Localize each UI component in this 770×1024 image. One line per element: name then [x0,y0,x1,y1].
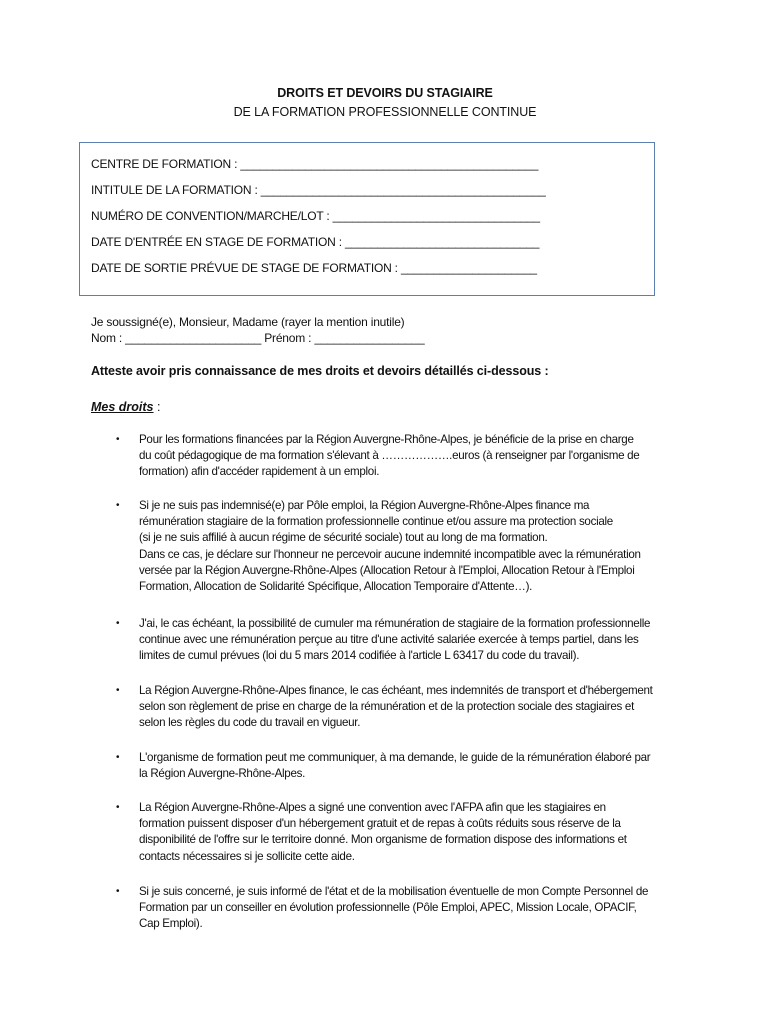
bullet: • [116,886,120,897]
paragraph-line: Pour les formations financées par la Région Auvergne-Rhône-Alpes, je bénéficie de la prise en charge [139,433,634,446]
name-field[interactable]: Nom : _____________________ Prénom : _________________ [91,331,425,345]
paragraph-line: selon son règlement de prise en charge de la rémunération et de la protection sociale des stagiaires et [139,700,634,714]
intitule-formation-field[interactable]: INTITULE DE LA FORMATION : ____________________________________________ [91,183,546,197]
paragraph-line: La Région Auvergne-Rhône-Alpes finance, le cas échéant, mes indemnités de transport et d'hébergement [139,684,653,697]
paragraph-line: Formation, Allocation de Solidarité Spécifique, Allocation Temporaire d'Attente…). [139,580,533,594]
section-label: Mes droits [91,400,154,414]
date-entree-field[interactable]: DATE D'ENTRÉE EN STAGE DE FORMATION : ______________________________ [91,235,540,249]
paragraph-line: disponibilité de l'offre sur le territoire donné. Mon organisme de formation dispose des informations et [139,833,627,847]
paragraph-line: formation puissent disposer d'un hébergement gratuit et de repas à coûts réduits sous réserve de la [139,817,621,831]
paragraph-afpa [139,800,679,865]
bullet: • [116,802,120,813]
centre-formation-field[interactable]: CENTRE DE FORMATION : ______________________________________________ [91,157,539,171]
paragraph-line: Cap Emploi). [139,917,203,931]
document-title: DROITS ET DEVOIRS DU STAGIAIRE [277,86,493,100]
attestation-heading: Atteste avoir pris connaissance de mes droits et devoirs détaillés ci-dessous : [91,364,549,378]
paragraph-line: La Région Auvergne-Rhône-Alpes a signé une convention avec l'AFPA afin que les stagiaires en [139,801,606,814]
paragraph-line: continue avec une rémunération perçue au titre d'une activité salariée exercée à temps partiel, dans les [139,633,639,647]
paragraph-line: rémunération stagiaire de la formation professionnelle continue et/ou assure ma protection sociale [139,515,613,529]
paragraph-line: la Région Auvergne-Rhône-Alpes. [139,767,306,781]
paragraph-line: selon les règles du code du travail en vigueur. [139,716,361,730]
paragraph-line: Dans ce cas, je déclare sur l'honneur ne percevoir aucune indemnité incompatible avec la rémunération [139,547,641,561]
section-heading [91,400,160,414]
bullet: • [116,434,120,445]
paragraph-indemnites [139,683,679,732]
training-info-box [79,142,655,296]
numero-convention-field[interactable]: NUMÉRO DE CONVENTION/MARCHE/LOT : ________________________________ [91,209,540,223]
paragraph-prise-en-charge [139,432,679,481]
paragraph-guide [139,750,679,782]
paragraph-remuneration [139,498,679,595]
bullet: • [116,685,120,696]
paragraph-line: Formation par un conseiller en évolution professionnelle (Pôle Emploi, APEC, Mission Locale, OPACIF, [139,901,637,915]
paragraph-cpf [139,884,679,933]
bullet: • [116,500,120,511]
identity-statement: Je soussigné(e), Monsieur, Madame (rayer la mention inutile) [91,315,405,329]
paragraph-line: limites de cumul prévues (loi du 5 mars 2014 codifiée à l'article L 63417 du code du travail). [139,649,580,663]
paragraph-line: L'organisme de formation peut me communiquer, à ma demande, le guide de la rémunération élaboré par [139,751,651,764]
bullet: • [116,618,120,629]
paragraph-line: versée par la Région Auvergne-Rhône-Alpes (Allocation Retour à l'Emploi, Allocation Retour à l'Emploi [139,563,635,577]
paragraph-line: Si je ne suis pas indemnisé(e) par Pôle emploi, la Région Auvergne-Rhône-Alpes finance ma [139,499,590,512]
date-sortie-field[interactable]: DATE DE SORTIE PRÉVUE DE STAGE DE FORMATION : _____________________ [91,261,537,275]
section-suffix: : [153,400,161,414]
paragraph-line: (si je ne suis affilié à aucun régime de sécurité sociale) tout au long de ma formation. [139,531,548,545]
document-subtitle: DE LA FORMATION PROFESSIONNELLE CONTINUE [233,105,537,119]
paragraph-line: contacts nécessaires si je sollicite cette aide. [139,849,355,863]
paragraph-line: Si je suis concerné, je suis informé de l'état et de la mobilisation éventuelle de mon Compte Personnel de [139,885,649,898]
paragraph-line: J'ai, le cas échéant, la possibilité de cumuler ma rémunération de stagiaire de la formation professionnelle [139,617,651,630]
paragraph-line: du coût pédagogique de ma formation s'élevant à ……………….euros (à renseigner par l'organisme de [139,449,640,463]
paragraph-cumul [139,616,679,665]
paragraph-line: formation) afin d'accéder rapidement à un emploi. [139,465,380,479]
bullet: • [116,752,120,763]
